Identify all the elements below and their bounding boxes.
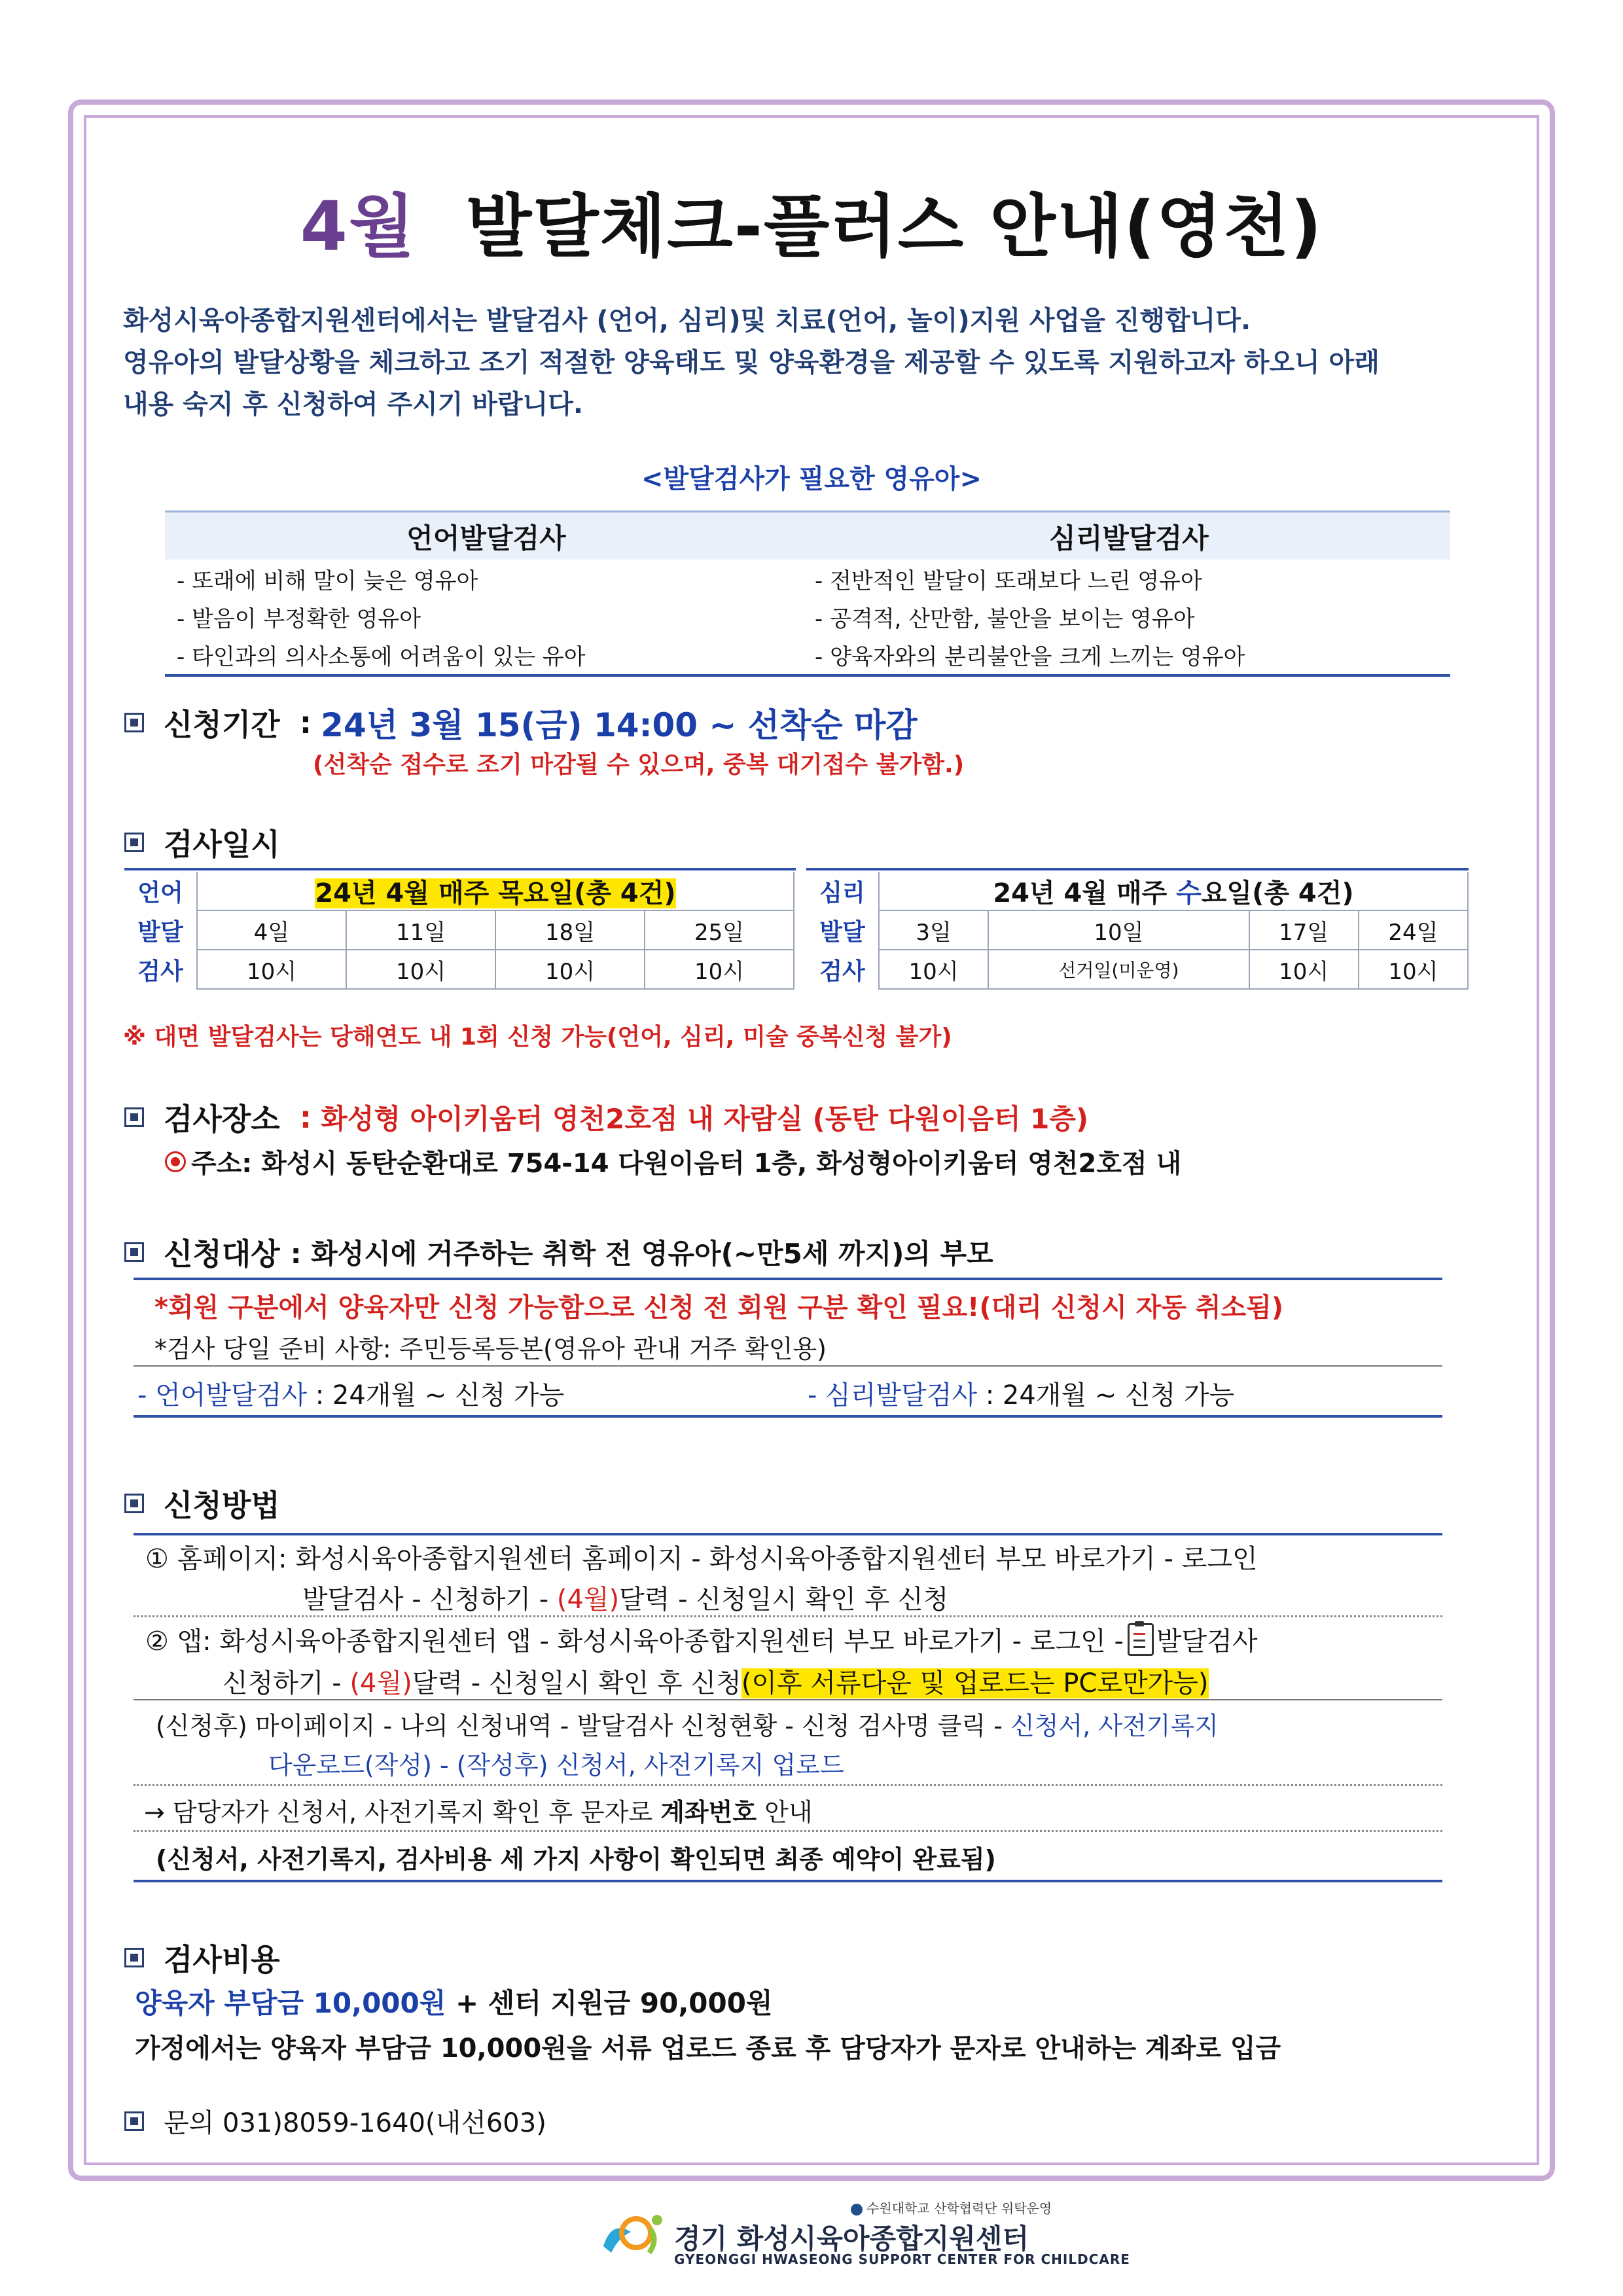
schedule-date: 24일 [1359,910,1468,950]
place-heading [124,1096,1088,1139]
needs-language-item: - 발음이 부정확한 영유아 [177,606,421,632]
schedule-date: 11일 [346,910,495,950]
section-bullet-icon [124,833,144,852]
schedule-psych-side: 심리 [819,880,865,906]
place-address: 주소: 화성시 동탄순환대로 754-14 다원이음터 1층, 화성형아이키움터 영천2호점 내 [191,1149,1182,1179]
section-bullet-icon [124,1242,144,1262]
schedule-time: 10시 [346,950,495,989]
schedule-note: ※ 대면 발달검사는 당해연도 내 1회 신청 가능(언어, 심리, 미술 중복신청 불가) [123,1024,952,1050]
method-web-line-2: 발달검사 - 신청하기 - (4월)달력 - 신청일시 확인 후 신청 [302,1585,949,1615]
place-label: 검사장소 [164,1102,280,1137]
section-bullet-icon [124,2111,144,2131]
target-warning: *회원 구분에서 양육자만 신청 가능함으로 신청 전 회원 구분 확인 필요!(대리 신청시 자동 취소됨) [154,1293,1284,1323]
method-final-line: (신청서, 사전기록지, 검사비용 세 가지 사항이 확인되면 최종 예약이 완료됨) [156,1845,996,1874]
schedule-date: 10일 [988,910,1249,950]
method-app-line-1: ② 앱: 화성시육아종합지원센터 앱 - 화성시육아종합지원센터 부모 바로가기 - 로그인 - 발달검사 [145,1621,1257,1658]
needs-psych-item: - 전반적인 발달이 또래보다 느린 영유아 [815,568,1202,594]
schedule-date: 25일 [645,910,794,950]
schedule-language-header: 24년 4월 매주 목요일(총 4건) [197,872,794,910]
apply-period-value: 24년 3월 15(금) 14:00 ~ 선착순 마감 [321,706,918,744]
method-arrow-line: → 담당자가 신청서, 사전기록지 확인 후 문자로 계좌번호 안내 [144,1798,813,1827]
method-divider [134,1615,1442,1617]
needs-bottom-rule [165,674,1450,677]
method-after-line-2: 다운로드(작성) - (작성후) 신청서, 사전기록지 업로드 [268,1751,844,1780]
schedule-language-side: 언어 [137,880,183,906]
cost-heading [124,1936,280,1979]
schedule-heading [124,821,280,864]
clipboard-icon [1128,1623,1154,1656]
schedule-psych-table [806,872,1469,990]
schedule-date: 3일 [879,910,988,950]
method-label: 신청방법 [164,1488,280,1523]
schedule-date: 17일 [1249,910,1359,950]
target-psych-row [808,1374,1234,1412]
apply-period-heading [124,699,918,746]
title-rest: 발달체크-플러스 안내(영천) [465,187,1323,266]
method-mid-rule [134,1699,1442,1700]
place-colon: : [299,1100,312,1135]
schedule-psych-top-rule [806,868,1469,870]
schedule-time: 10시 [495,950,645,989]
schedule-language-side: 발달 [137,918,183,946]
contact-label: 문의 031)8059-1640(내선603) [164,2108,546,2138]
method-divider [134,1830,1442,1832]
schedule-date: 18일 [495,910,645,950]
schedule-language-side: 검사 [137,958,183,985]
contact-row [124,2102,546,2140]
needs-psych-item: - 양육자와의 분리불안을 크게 느끼는 영유아 [815,644,1245,670]
center-logo-icon [598,2207,666,2259]
title-month: 4월 [300,187,416,266]
apply-period-colon: : [299,705,312,740]
needs-language-title: 언어발달검사 [406,522,566,554]
place-value: 화성형 아이키움터 영천2호점 내 자람실 (동탄 다원이음터 1층) [321,1103,1089,1135]
target-language-label: - 언어발달검사 [137,1380,307,1410]
target-heading [124,1230,993,1274]
target-label: 신청대상 [164,1236,280,1272]
method-web-line-1: ① 홈페이지: 화성시육아종합지원센터 홈페이지 - 화성시육아종합지원센터 부모 바로가기 - 로그인 [145,1544,1258,1574]
needs-psych-title: 심리발달검사 [1049,522,1209,554]
needs-psych-item: - 공격적, 산만함, 불안을 보이는 영유아 [815,606,1195,632]
section-bullet-icon [124,1948,144,1967]
needs-language-item: - 타인과의 의사소통에 어려움이 있는 유아 [177,644,586,670]
schedule-time: 10시 [645,950,794,989]
target-language-value: : 24개월 ~ 신청 가능 [315,1380,565,1410]
schedule-psych-side: 검사 [819,958,865,985]
place-address-row [165,1143,1181,1180]
method-after-line-1: (신청후) 마이페이지 - 나의 신청내역 - 발달검사 신청현황 - 신청 검사명 클릭 - 신청서, 사전기록지 [156,1712,1219,1740]
schedule-time: 10시 [1359,950,1468,989]
target-bottom-rule [134,1415,1442,1418]
target-top-rule [134,1278,1442,1280]
schedule-time: 10시 [197,950,346,989]
apply-period-label: 신청기간 [164,707,280,742]
section-bullet-icon [124,1107,144,1127]
intro-line-3: 내용 숙지 후 신청하여 주시기 바랍니다. [123,389,584,420]
intro-line-1: 화성시육아종합지원센터에서는 발달검사 (언어, 심리)및 치료(언어, 놀이)지원 사업을 진행합니다. [123,306,1251,336]
radio-dot-icon [165,1151,186,1172]
target-psych-label: - 심리발달검사 [808,1380,977,1410]
needs-language-item: - 또래에 비해 말이 늦은 영유아 [177,568,478,594]
schedule-psych-side: 발달 [819,918,865,946]
page-title [0,171,1623,270]
schedule-psych-header: 24년 4월 매주 수요일(총 4건) [879,872,1468,910]
footer-sub-text: 수원대학교 산학협력단 위탁운영 [851,2198,1052,2217]
cost-line-2: 가정에서는 양육자 부담금 10,000원을 서류 업로드 종료 후 담당자가 문자로 안내하는 계좌로 입금 [135,2034,1281,2064]
method-divider [134,1784,1442,1786]
needs-heading: <발달검사가 필요한 영유아> [641,464,982,494]
schedule-time: 10시 [1249,950,1359,989]
footer-center-eng: GYEONGGI HWASEONG SUPPORT CENTER FOR CHILDCARE [674,2251,1130,2267]
schedule-language-top-rule [124,868,796,870]
schedule-time: 10시 [879,950,988,989]
cost-line-1: 양육자 부담금 10,000원 + 센터 지원금 90,000원 [135,1987,773,2019]
method-top-rule [134,1533,1442,1535]
target-value: : 화성시에 거주하는 취학 전 영유아(~만5세 까지)의 부모 [290,1238,993,1270]
section-bullet-icon [124,1494,144,1513]
method-app-line-2: 신청하기 - (4월)달력 - 신청일시 확인 후 신청(이후 서류다운 및 업로드는 PC로만가능) [223,1668,1209,1698]
university-emblem-icon [851,2204,863,2215]
footer-center-name: 경기 화성시육아종합지원센터 [674,2223,1029,2255]
method-heading [124,1482,280,1525]
schedule-time: 선거일(미운영) [988,950,1249,989]
target-psych-value: : 24개월 ~ 신청 가능 [985,1380,1235,1410]
intro-line-2: 영유아의 발달상황을 체크하고 조기 적절한 양육태도 및 양육환경을 제공할 수 있도록 지원하고자 하오니 아래 [123,348,1380,378]
apply-period-note: (선착순 접수로 조기 마감될 수 있으며, 중복 대기접수 불가함.) [313,751,965,778]
schedule-language-table [124,872,794,990]
section-bullet-icon [124,713,144,732]
schedule-label: 검사일시 [164,827,280,862]
target-mid-rule [134,1365,1442,1367]
method-bottom-rule [134,1880,1442,1882]
target-prep: *검사 당일 준비 사항: 주민등록등본(영유아 관내 거주 확인용) [154,1335,827,1363]
target-language-row [137,1374,564,1412]
cost-label: 검사비용 [164,1942,280,1977]
schedule-date: 4일 [197,910,346,950]
